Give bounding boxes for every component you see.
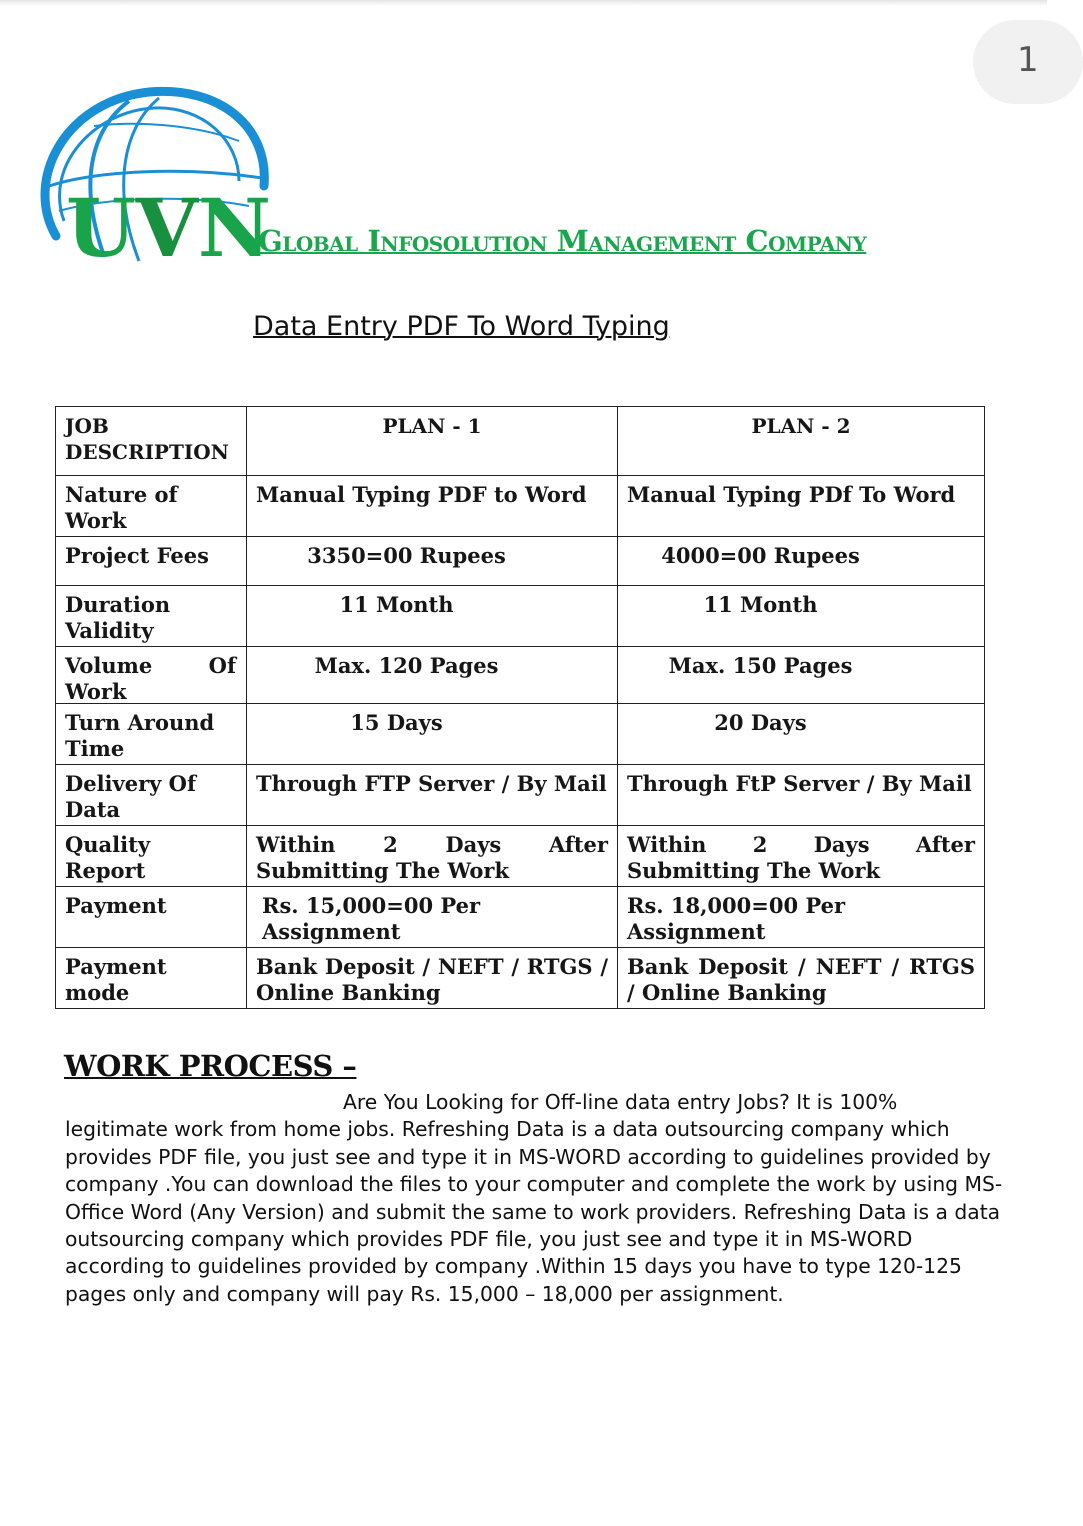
plan-2-cell: Through FtP Server / By Mail: [618, 765, 985, 826]
row-label: Payment mode: [56, 948, 247, 1009]
table-row: [56, 948, 985, 1009]
page-number-badge: [973, 20, 1083, 104]
work-process-paragraph: [65, 1089, 1010, 1308]
table-row: [56, 887, 985, 948]
table-row: [56, 826, 985, 887]
plan-1-cell: Within 2 Days After Submitting The Work: [247, 826, 618, 887]
row-label: Payment: [56, 887, 247, 948]
table-row: [56, 476, 985, 537]
table-row: [56, 586, 985, 647]
row-label-text: Volume Of Work: [65, 653, 236, 704]
table-row: [56, 647, 985, 704]
plan-1-cell: 11 Month: [247, 586, 618, 647]
top-shadow: [0, 0, 1047, 6]
row-label: [56, 647, 247, 704]
plan-2-cell: Max. 150 Pages: [618, 647, 985, 704]
row-label: Delivery Of Data: [56, 765, 247, 826]
plan-2-cell: 4000=00 Rupees: [618, 537, 985, 586]
company-name: Global Infosolution Management Company: [258, 224, 867, 258]
header-job-description: JOB DESCRIPTION: [56, 407, 247, 476]
table-row: [56, 537, 985, 586]
plan-2-cell: 11 Month: [618, 586, 985, 647]
logo-letter-v: V: [135, 181, 198, 275]
logo-letter-u: U: [66, 181, 136, 275]
plan-1-cell: Manual Typing PDF to Word: [247, 476, 618, 537]
table-header-row: [56, 407, 985, 476]
plan-2-cell: 20 Days: [618, 704, 985, 765]
header-plan-1: PLAN - 1: [247, 407, 618, 476]
plan-2-cell: Bank Deposit / NEFT / RTGS / Online Banking: [618, 948, 985, 1009]
work-process-heading: WORK PROCESS –: [64, 1049, 357, 1083]
row-label: Nature of Work: [56, 476, 247, 537]
logo-letters: [66, 181, 271, 275]
plan-1-cell: 3350=00 Rupees: [247, 537, 618, 586]
row-label: Quality Report: [56, 826, 247, 887]
header-plan-2: PLAN - 2: [618, 407, 985, 476]
document-title: Data Entry PDF To Word Typing: [253, 311, 670, 342]
row-label: Turn Around Time: [56, 704, 247, 765]
plan-1-cell: Through FTP Server / By Mail: [247, 765, 618, 826]
plan-1-cell: Rs. 15,000=00 Per Assignment: [247, 887, 618, 948]
table-row: [56, 765, 985, 826]
plan-2-cell: Manual Typing PDf To Word: [618, 476, 985, 537]
row-label: Duration Validity: [56, 586, 247, 647]
work-process-first-line: Are You Looking for Off-line data entry Jobs? It is 100%: [343, 1090, 898, 1114]
plan-1-cell: Bank Deposit / NEFT / RTGS / Online Banking: [247, 948, 618, 1009]
plan-2-cell: Rs. 18,000=00 Per Assignment: [618, 887, 985, 948]
row-label: Project Fees: [56, 537, 247, 586]
table-row: [56, 704, 985, 765]
page-number: 1: [1017, 40, 1039, 80]
plan-2-cell: Within 2 Days After Submitting The Work: [618, 826, 985, 887]
work-process-body: legitimate work from home jobs. Refreshing Data is a data outsourcing company which provides PDF file, you just see and type it in MS-WORD according to guidelines provided by company .You can download the files to your computer and complete the work by using MS-Office Word (Any Version) and submit the same to work providers. Refreshing Data is a data outsourcing company which provides PDF file, you just see and type it in MS-WORD according to guidelines provided by company .Within 15 days you have to type 120-125 pages only and company will pay Rs. 15,000 – 18,000 per assignment.: [65, 1117, 1003, 1306]
plan-1-cell: Max. 120 Pages: [247, 647, 618, 704]
logo-letter-n: N: [197, 181, 271, 275]
plan-1-cell: 15 Days: [247, 704, 618, 765]
plans-table: [55, 406, 985, 1009]
